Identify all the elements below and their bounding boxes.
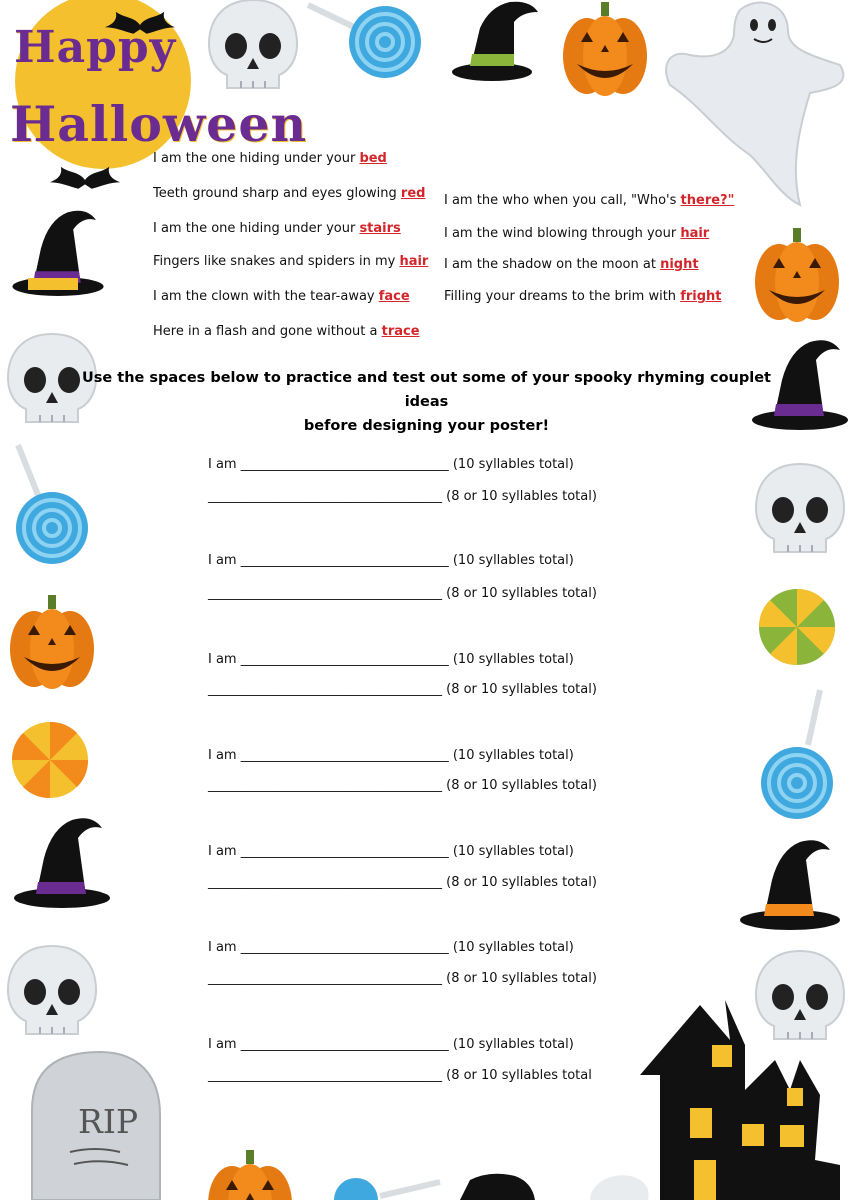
poem-line: I am the wind blowing through your hair <box>444 226 710 241</box>
skull-icon <box>756 951 844 1039</box>
couplet-line-1[interactable]: I am ________________________________ (10 syllables total) <box>208 844 574 859</box>
instructions <box>80 366 773 438</box>
rhyme-word: fright <box>680 289 722 304</box>
hat-band <box>28 278 78 290</box>
poem-line: I am the shadow on the moon at night <box>444 257 699 272</box>
couplet-line-2[interactable]: ____________________________________ (8 or 10 syllables total) <box>208 778 597 793</box>
skull-icon <box>590 1175 649 1200</box>
lollipop-icon <box>349 6 421 78</box>
rhyme-word: there?" <box>680 193 735 208</box>
couplet-line-1[interactable]: I am ________________________________ (10 syllables total) <box>208 940 574 955</box>
logo-halloween: Halloween <box>10 95 308 153</box>
pumpkin-icon <box>10 595 94 689</box>
couplet-line-2[interactable]: ____________________________________ (8 or 10 syllables total) <box>208 489 597 504</box>
skull-icon <box>756 464 844 552</box>
couplet-line-2[interactable]: ____________________________________ (8 or 10 syllables total <box>208 1068 592 1083</box>
witch-hat-icon <box>740 840 840 930</box>
poem-line: I am the one hiding under your bed <box>153 151 387 166</box>
poem-line: I am the clown with the tear-away face <box>153 289 410 304</box>
pumpkin-icon <box>755 228 839 322</box>
pumpkin-icon <box>208 1150 292 1200</box>
instructions-line-1: Use the spaces below to practice and test out some of your spooky rhyming couplet ideas <box>82 370 771 410</box>
rhyme-word: bed <box>359 151 387 166</box>
skull-icon <box>8 946 96 1034</box>
couplet-line-1[interactable]: I am ________________________________ (10 syllables total) <box>208 652 574 667</box>
couplet-line-1[interactable]: I am ________________________________ (10 syllables total) <box>208 457 574 472</box>
skull-icon <box>209 0 297 88</box>
rhyme-word: night <box>660 257 699 272</box>
lollipop-icon <box>334 1178 378 1200</box>
rhyme-word: red <box>400 186 426 201</box>
couplet-line-2[interactable]: ____________________________________ (8 or 10 syllables total) <box>208 875 597 890</box>
tombstone-label: RIP <box>78 1102 139 1141</box>
couplet-line-1[interactable]: I am ________________________________ (10 syllables total) <box>208 1037 574 1052</box>
logo-happy: Happy <box>14 22 177 73</box>
rhyme-word: hair <box>680 226 710 241</box>
witch-hat-icon <box>452 2 538 81</box>
rhyme-word: trace <box>381 324 420 339</box>
couplet-line-1[interactable]: I am ________________________________ (10 syllables total) <box>208 553 574 568</box>
swirl-candy-icon <box>12 722 88 798</box>
poem-line: Filling your dreams to the brim with fright <box>444 289 722 304</box>
ghost-icon <box>666 3 843 205</box>
couplet-line-1[interactable]: I am ________________________________ (10 syllables total) <box>208 748 574 763</box>
pumpkin-icon <box>563 2 647 96</box>
rhyme-word: stairs <box>359 221 401 236</box>
swirl-candy-icon <box>759 589 835 665</box>
bat-icon <box>50 167 120 189</box>
poem-line: Here in a flash and gone without a trace <box>153 324 420 339</box>
poem-line: Fingers like snakes and spiders in my hair <box>153 254 429 269</box>
couplet-line-2[interactable]: ____________________________________ (8 or 10 syllables total) <box>208 971 597 986</box>
poem-line: I am the one hiding under your stairs <box>153 221 401 236</box>
witch-hat-icon <box>460 1174 535 1200</box>
lollipop-icon <box>16 492 88 564</box>
poem-line: Teeth ground sharp and eyes glowing red <box>153 186 426 201</box>
witch-hat-icon <box>14 818 110 908</box>
poem-line: I am the who when you call, "Who's there?" <box>444 193 735 208</box>
instructions-line-2: before designing your poster! <box>303 418 550 434</box>
rhyme-word: hair <box>399 254 429 269</box>
couplet-line-2[interactable]: ____________________________________ (8 or 10 syllables total) <box>208 586 597 601</box>
rhyme-word: face <box>378 289 410 304</box>
lollipop-icon <box>761 747 833 819</box>
couplet-line-2[interactable]: ____________________________________ (8 or 10 syllables total) <box>208 682 597 697</box>
lollipop-stick <box>308 5 356 28</box>
